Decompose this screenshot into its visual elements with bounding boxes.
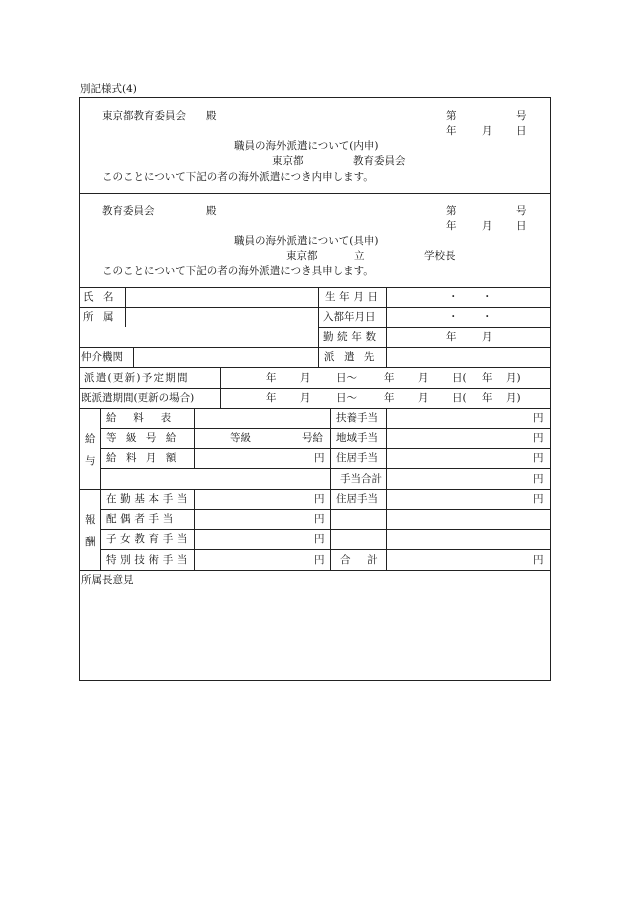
allowance-total-label: 手当合計 [340, 473, 382, 485]
p1-month-2: 月 [418, 372, 429, 384]
dependent-allowance-label: 扶養手当 [336, 412, 378, 424]
remuneration-side-label-2: 酬 [85, 536, 96, 548]
date-year: 年 [446, 220, 457, 232]
body-text: このことについて下記の者の海外派遣につき内申します。 [102, 171, 374, 183]
service-years-label: 勤続年数 [323, 331, 380, 343]
date-day: 日 [516, 220, 527, 232]
regional-allowance-yen: 円 [533, 432, 544, 444]
sender-organization: 教育委員会 [353, 155, 406, 167]
birthdate-label: 生年月日 [325, 291, 382, 303]
document-title: 職員の海外派遣について(内申) [234, 140, 379, 152]
sender-prefecture: 東京都 [286, 250, 318, 262]
sender-prefecture: 東京都 [272, 155, 304, 167]
sender-role: 学校長 [424, 250, 456, 262]
date-year: 年 [446, 125, 457, 137]
date-day: 日 [516, 125, 527, 137]
p1-paren-month: 月) [506, 372, 521, 384]
monthly-salary-label: 給料月額 [106, 452, 186, 464]
body-text: このことについて下記の者の海外派遣につき具申します。 [102, 265, 374, 277]
honorific: 殿 [206, 110, 217, 122]
number-suffix: 号 [516, 110, 527, 122]
rem-total-label: 合計 [340, 554, 395, 566]
allowance-total-yen: 円 [533, 473, 544, 485]
child-education-label: 子女教育手当 [106, 533, 192, 545]
p1-day-open: 日( [452, 372, 467, 384]
affiliation-label: 所属 [83, 311, 123, 323]
entry-dot-1: ・ [448, 311, 459, 323]
child-education-yen: 円 [314, 533, 325, 545]
grade-step-label: 等級号給 [106, 432, 186, 444]
date-month: 月 [482, 220, 493, 232]
entry-date-label: 入都年月日 [323, 311, 376, 323]
date-month: 月 [482, 125, 493, 137]
spouse-allowance-yen: 円 [314, 513, 325, 525]
housing-allowance-yen: 円 [533, 452, 544, 464]
p2-month: 月 [300, 392, 311, 404]
planned-period-label: 派遣(更新)予定期間 [84, 372, 189, 384]
p1-paren-year: 年 [482, 372, 493, 384]
addressee: 東京都教育委員会 [102, 110, 186, 122]
addressee: 教育委員会 [102, 205, 155, 217]
p2-day-open: 日( [452, 392, 467, 404]
honorific: 殿 [206, 205, 217, 217]
document-title: 職員の海外派遣について(具申) [234, 235, 379, 247]
p1-month: 月 [300, 372, 311, 384]
p1-year-2: 年 [384, 372, 395, 384]
monthly-salary-yen: 円 [314, 452, 325, 464]
sender-school: 立 [354, 250, 365, 262]
dependent-allowance-yen: 円 [533, 412, 544, 424]
base-allowance-label: 在勤基本手当 [106, 493, 192, 505]
number-suffix: 号 [516, 205, 527, 217]
rem-housing-label: 住居手当 [336, 493, 378, 505]
p1-day-to: 日～ [336, 372, 357, 384]
p2-year: 年 [266, 392, 277, 404]
base-allowance-yen: 円 [314, 493, 325, 505]
regional-allowance-label: 地域手当 [336, 432, 378, 444]
step-unit: 号給 [302, 432, 323, 444]
spouse-allowance-label: 配偶者手当 [106, 513, 177, 525]
entry-dot-2: ・ [482, 311, 493, 323]
service-year-unit: 年 [446, 331, 457, 343]
supervisor-opinion-label: 所属長意見 [81, 574, 134, 586]
name-label: 氏名 [83, 291, 123, 303]
p2-year-2: 年 [384, 392, 395, 404]
p2-paren-month: 月) [506, 392, 521, 404]
remuneration-side-label-1: 報 [85, 514, 96, 526]
number-prefix: 第 [446, 205, 457, 217]
rem-total-yen: 円 [533, 554, 544, 566]
salary-table-label: 給料表 [106, 412, 188, 424]
p2-month-2: 月 [418, 392, 429, 404]
past-period-label: 既派遣期間(更新の場合) [81, 392, 195, 404]
p1-year: 年 [266, 372, 277, 384]
special-skill-label: 特別技術手当 [106, 554, 192, 566]
rem-housing-yen: 円 [533, 493, 544, 505]
supervisor-opinion-area[interactable] [82, 590, 548, 678]
birthdate-dot-2: ・ [482, 291, 493, 303]
birthdate-dot-1: ・ [448, 291, 459, 303]
salary-side-label-2: 与 [85, 455, 96, 467]
grade-unit: 等級 [230, 432, 251, 444]
service-month-unit: 月 [482, 331, 493, 343]
number-prefix: 第 [446, 110, 457, 122]
salary-side-label-1: 給 [85, 433, 96, 445]
form-number-label: 別記様式(4) [80, 83, 137, 95]
p2-paren-year: 年 [482, 392, 493, 404]
destination-label: 派遣先 [324, 351, 384, 363]
housing-allowance-label: 住居手当 [336, 452, 378, 464]
broker-label: 仲介機関 [81, 351, 123, 363]
p2-day-to: 日～ [336, 392, 357, 404]
special-skill-yen: 円 [314, 554, 325, 566]
